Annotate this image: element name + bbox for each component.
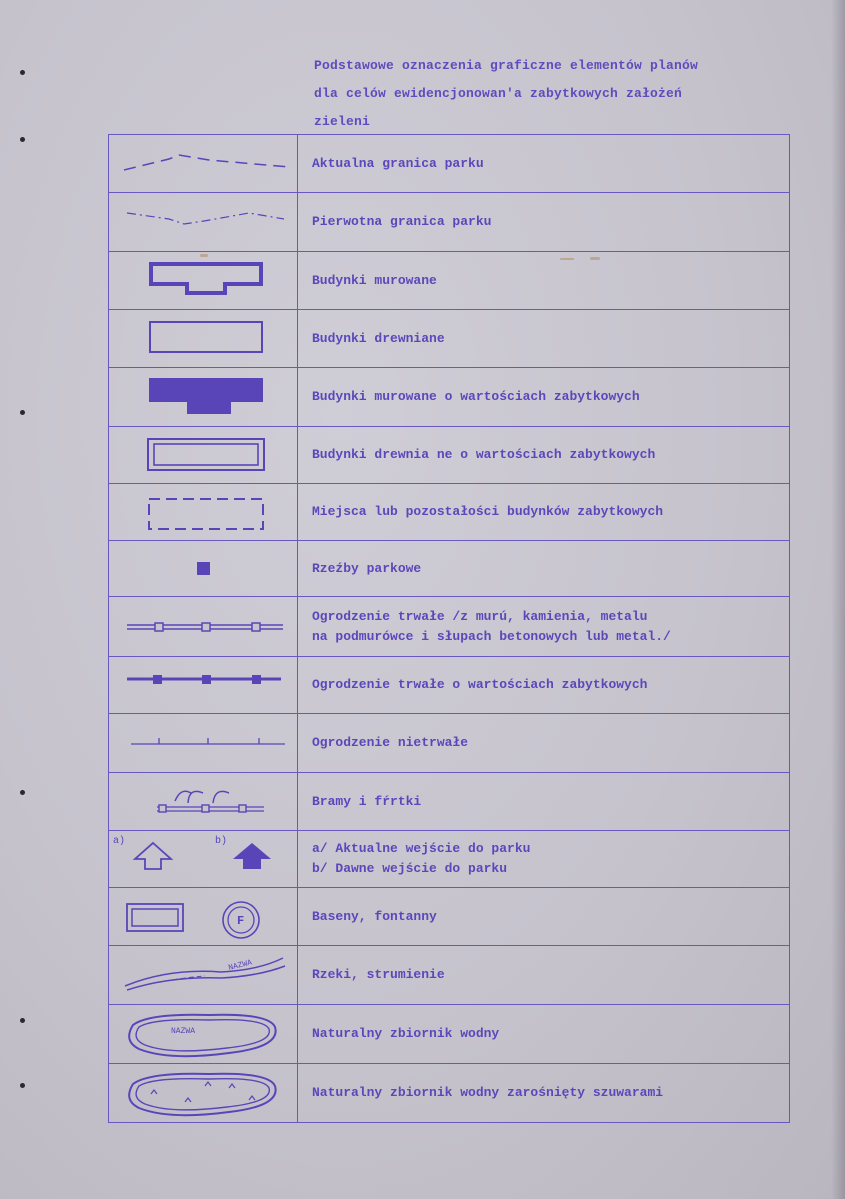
legend-row xyxy=(109,714,790,773)
legend-row xyxy=(109,657,790,714)
legend-row xyxy=(109,1064,790,1123)
description-line: Naturalny zbiornik wodny xyxy=(312,1026,500,1041)
punch-hole xyxy=(20,790,25,795)
punch-hole xyxy=(20,70,25,75)
entrance-arrows-icon xyxy=(109,831,297,887)
filled-building-icon xyxy=(109,368,297,426)
symbol-cell xyxy=(109,888,298,946)
gate-icon xyxy=(109,773,297,830)
punch-hole xyxy=(20,1018,25,1023)
description-line: na podmurówce i słupach betonowych lub metal./ xyxy=(312,628,671,644)
legend-description xyxy=(298,135,790,193)
dashed-line-icon xyxy=(109,135,297,192)
legend-description xyxy=(298,368,790,427)
heading-line: zieleni xyxy=(314,114,371,129)
legend-row xyxy=(109,368,790,427)
legend-row xyxy=(109,888,790,946)
description-line: a/ Aktualne wejście do parku xyxy=(312,841,531,856)
legend-row xyxy=(109,135,790,193)
description-line: Ogrodzenie trwałe o wartościach zabytkowych xyxy=(312,677,648,692)
symbol-cell xyxy=(109,773,298,831)
thick-outline-building-icon xyxy=(109,252,297,309)
legend-table xyxy=(108,134,790,1123)
legend-row xyxy=(109,946,790,1005)
entrance-label-a: a) xyxy=(113,836,126,847)
legend-description xyxy=(298,252,790,310)
symbol-cell xyxy=(109,368,298,427)
legend-row xyxy=(109,310,790,368)
legend-row xyxy=(109,541,790,597)
description-line: Rzeki, strumienie xyxy=(312,967,445,982)
fence-ticks-icon xyxy=(109,714,297,772)
legend-row xyxy=(109,484,790,541)
legend-row xyxy=(109,597,790,657)
pool-fountain-icon xyxy=(109,888,297,945)
overgrown-lake-icon xyxy=(109,1064,297,1122)
description-line: Bramy i fŕrtki xyxy=(312,793,422,809)
description-line: Budynki drewniane xyxy=(312,330,445,346)
punch-hole xyxy=(20,1083,25,1088)
description-line: Ogrodzenie nietrwałe xyxy=(312,735,469,750)
heading-line: Podstawowe oznaczenia graficzne elementów planów xyxy=(314,58,699,73)
river-name-label: NAZWA xyxy=(227,958,254,973)
legend-row xyxy=(109,252,790,310)
page-edge xyxy=(831,0,845,1199)
fountain-mark: F xyxy=(237,914,245,928)
legend-description xyxy=(298,773,790,831)
symbol-cell xyxy=(109,597,298,657)
legend-row xyxy=(109,193,790,252)
dashed-rectangle-icon xyxy=(109,484,297,540)
symbol-cell xyxy=(109,1064,298,1123)
legend-description xyxy=(298,541,790,597)
legend-description xyxy=(298,427,790,484)
punch-hole xyxy=(20,137,25,142)
heading-line: dla celów ewidencjonowan'a zabytkowych założeń xyxy=(314,86,683,101)
symbol-cell xyxy=(109,484,298,541)
description-line: Budynki murowane o wartościach zabytkowych xyxy=(312,389,640,404)
legend-description xyxy=(298,310,790,368)
symbol-cell xyxy=(109,1005,298,1064)
legend-description xyxy=(298,831,790,888)
fence-filled-posts-icon xyxy=(109,657,297,713)
description-line: Aktualna granica parku xyxy=(312,155,484,171)
symbol-cell xyxy=(109,946,298,1005)
symbol-cell xyxy=(109,657,298,714)
legend-description xyxy=(298,1005,790,1064)
legend-description xyxy=(298,597,790,657)
symbol-cell xyxy=(109,427,298,484)
legend-description xyxy=(298,714,790,773)
description-line: Budynki drewnia ne o wartościach zabytkowych xyxy=(312,447,656,462)
punch-hole xyxy=(20,410,25,415)
description-line: Pierwotna granica parku xyxy=(312,214,492,229)
description-line: Miejsca lub pozostałości budynków zabytkowych xyxy=(312,504,664,519)
legend-description xyxy=(298,888,790,946)
symbol-cell xyxy=(109,541,298,597)
legend-row xyxy=(109,427,790,484)
description-line: Ogrodzenie trwałe /z murú, kamienia, metalu xyxy=(312,608,648,624)
small-square-icon xyxy=(109,541,297,596)
symbol-cell xyxy=(109,193,298,252)
entrance-label-b: b) xyxy=(215,836,228,847)
symbol-cell xyxy=(109,831,298,888)
legend-description xyxy=(298,946,790,1005)
description-line: Naturalny zbiornik wodny zarośnięty szuwarami xyxy=(312,1085,664,1100)
lake-icon xyxy=(109,1005,297,1063)
thin-outline-building-icon xyxy=(109,310,297,367)
legend-row xyxy=(109,773,790,831)
legend-description xyxy=(298,484,790,541)
lake-name-label: NAZWA xyxy=(171,1027,196,1036)
legend-description xyxy=(298,657,790,714)
fence-open-posts-icon xyxy=(109,597,297,656)
description-line: Baseny, fontanny xyxy=(312,908,437,924)
description-line: Budynki murowane xyxy=(312,272,437,288)
legend-description xyxy=(298,193,790,252)
legend-description xyxy=(298,1064,790,1123)
symbol-cell xyxy=(109,135,298,193)
legend-row xyxy=(109,831,790,888)
river-icon xyxy=(109,946,297,1004)
symbol-cell xyxy=(109,310,298,368)
legend-row xyxy=(109,1005,790,1064)
document-heading xyxy=(314,52,814,136)
fine-dashed-line-icon xyxy=(109,193,297,251)
symbol-cell xyxy=(109,252,298,310)
description-line: Rzeźby parkowe xyxy=(312,560,422,576)
double-outline-building-icon xyxy=(109,427,297,483)
description-line: b/ Dawne wejście do parku xyxy=(312,861,508,876)
symbol-cell xyxy=(109,714,298,773)
